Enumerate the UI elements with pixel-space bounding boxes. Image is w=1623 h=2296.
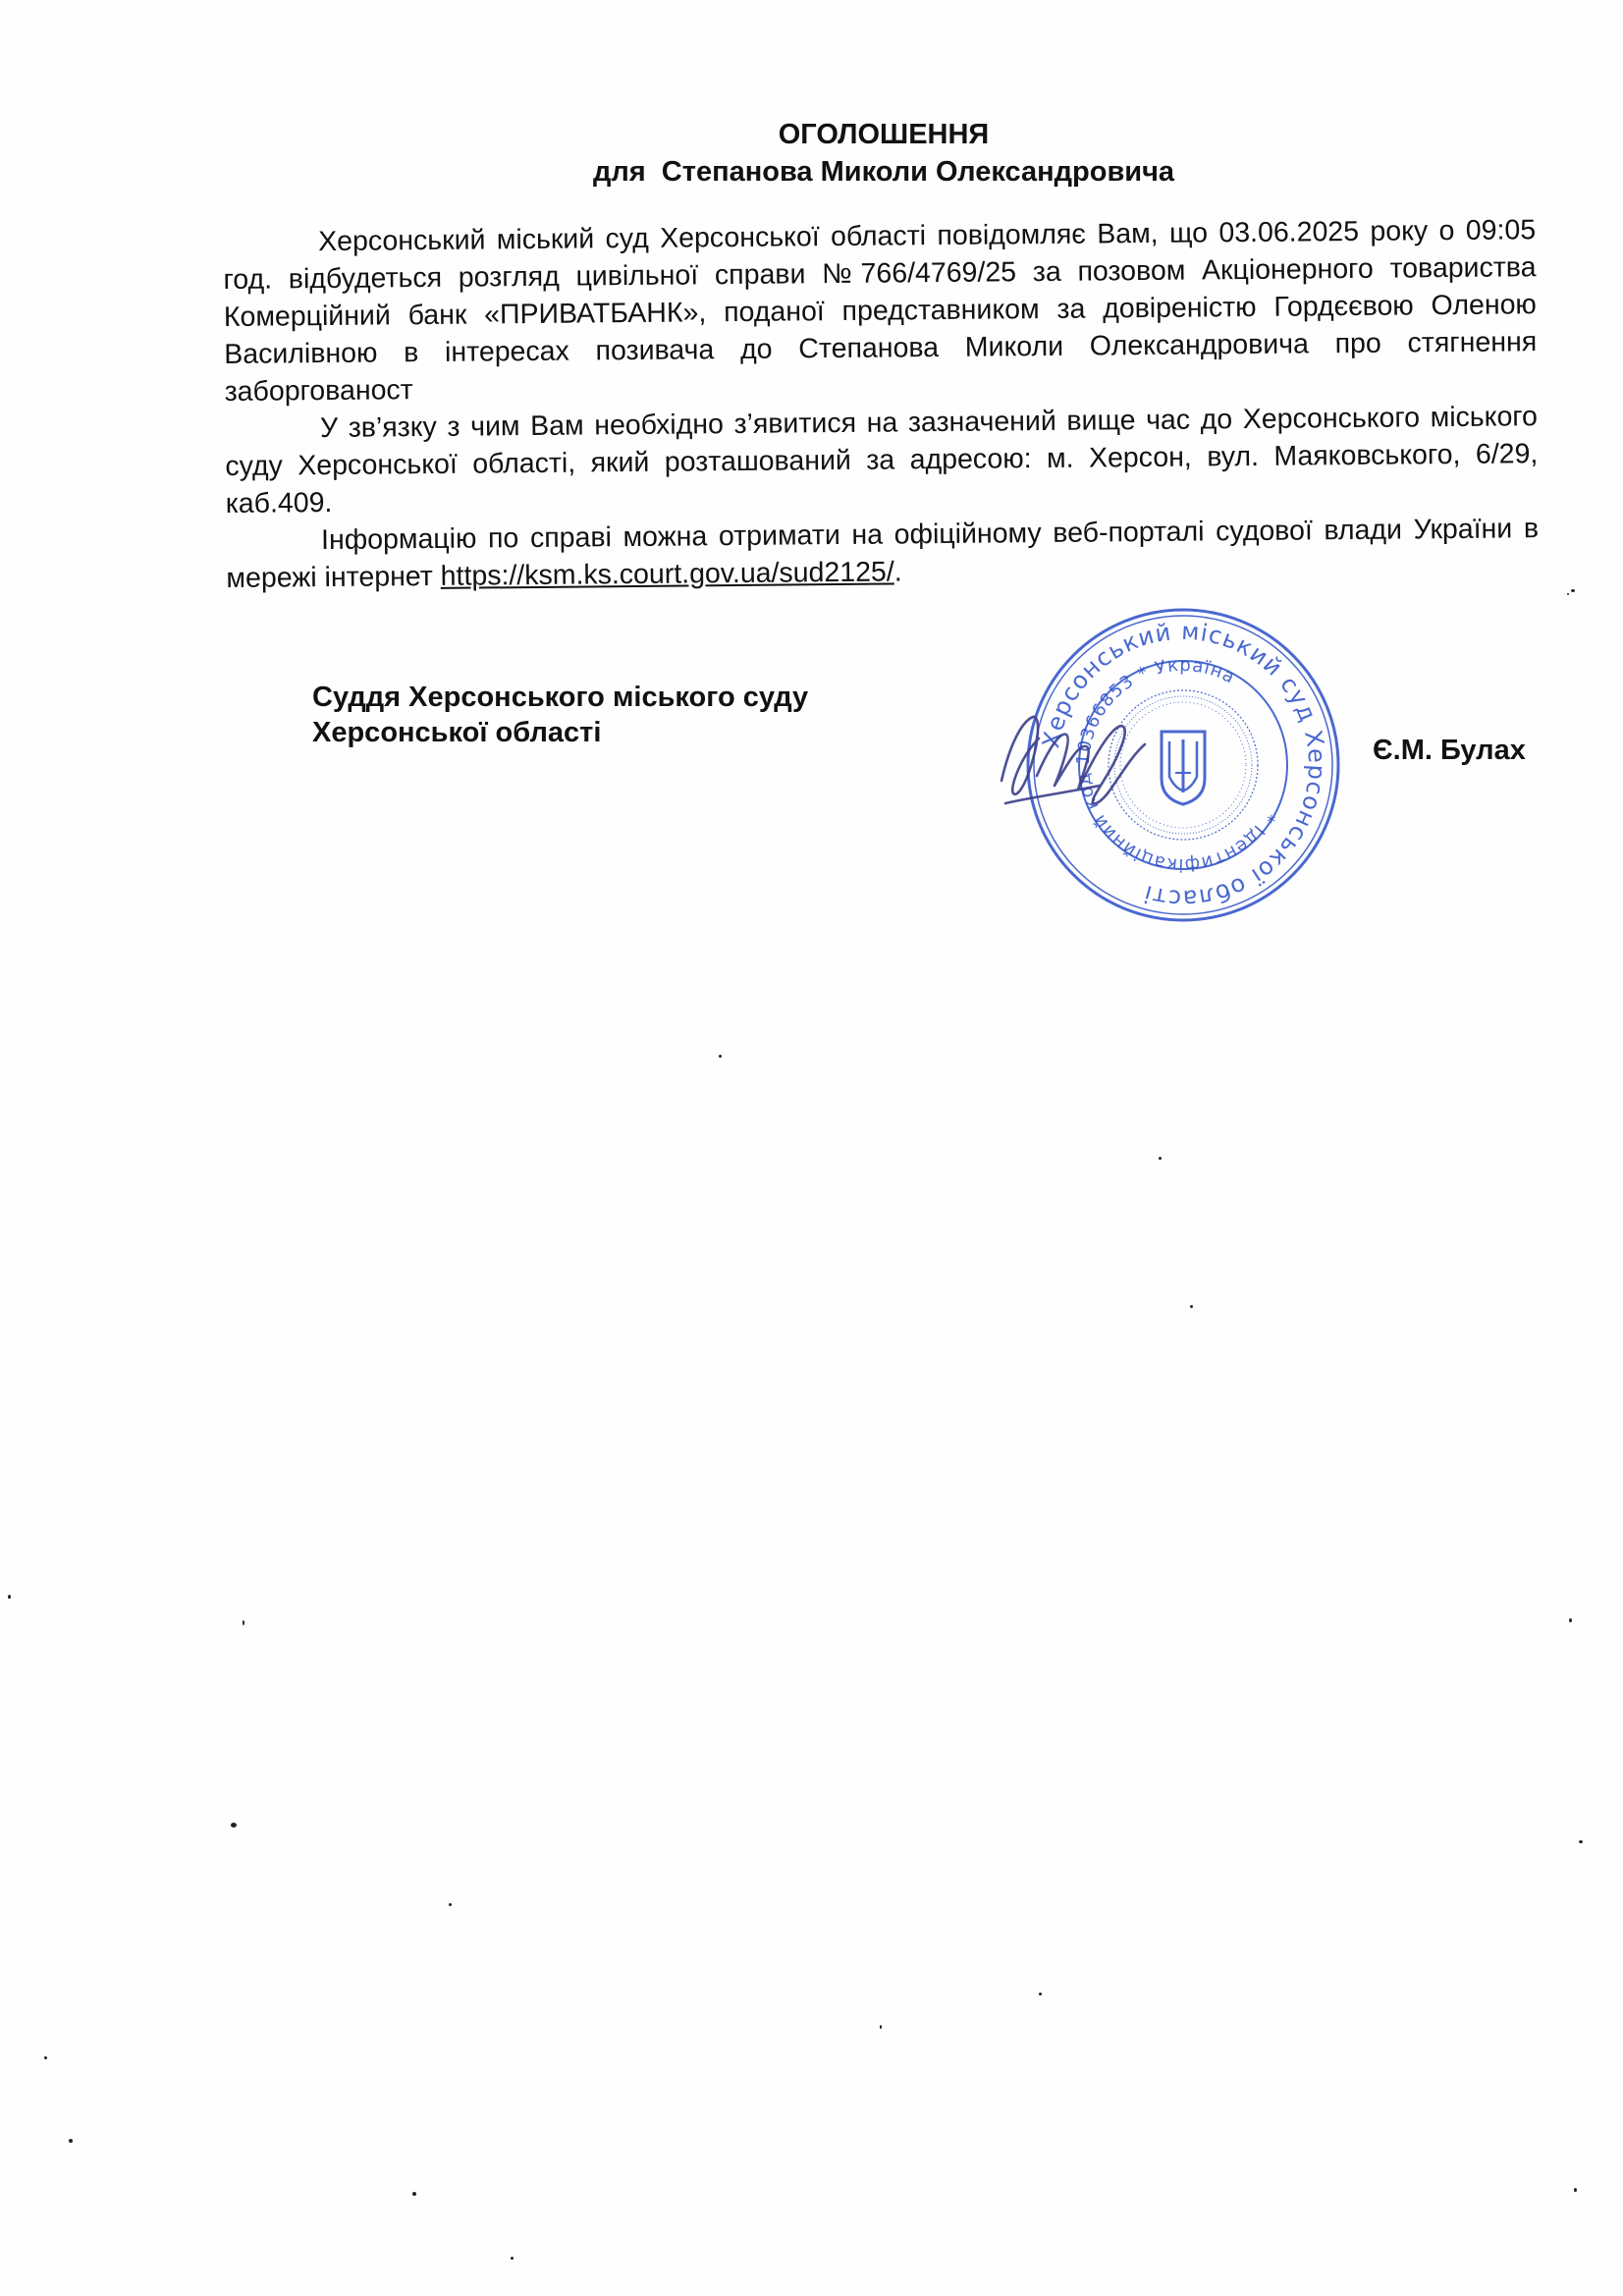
scan-speck — [1574, 2188, 1577, 2192]
court-portal-link[interactable]: https://ksm.ks.court.gov.ua/sud2125/ — [440, 556, 894, 592]
document-body — [223, 211, 1540, 597]
signature-block — [312, 680, 808, 750]
scan-speck — [1569, 1618, 1572, 1622]
document-header — [0, 116, 1623, 191]
scan-speck — [243, 1620, 244, 1625]
svg-text:Херсонський міський суд Херсон: Херсонський міський суд Херсонської області — [1037, 617, 1331, 913]
document-addressee: для Степанова Миколи Олександровича — [592, 156, 1175, 188]
paragraph-info-text: Інформацію по справі можна отримати на офіційному веб-порталі судової влади України в мережі інтернет — [226, 513, 1540, 594]
scan-speck — [1039, 1993, 1042, 1995]
scan-speck — [511, 2257, 514, 2260]
scan-speck — [412, 2192, 416, 2196]
scan-speck — [1567, 593, 1569, 595]
judge-name: Є.М. Булах — [1373, 735, 1526, 766]
paragraph-info-end: . — [893, 556, 902, 588]
scan-speck — [69, 2139, 73, 2143]
handwritten-signature — [992, 687, 1159, 825]
document-title: ОГОЛОШЕННЯ — [778, 119, 990, 150]
scan-speck — [719, 1055, 722, 1058]
scan-speck — [1579, 1840, 1583, 1843]
scan-speck — [44, 2056, 47, 2059]
scan-speck — [231, 1823, 237, 1828]
paragraph-hearing-notice: Херсонський міський суд Херсонської області повідомляє Вам, що 03.06.2025 року о 09:05 год. відбудеться розгляд цивільної справи №766/4769/25 за позовом Акціонерного товариства Комерційний банк «ПРИВАТБАНК», поданої представником за довіреністю Гордєєвою Оленою Василівною в інтересах позивача до Степанова Миколи Олександровича про стягнення заборгованост — [223, 214, 1538, 408]
scan-speck — [1159, 1157, 1162, 1160]
scan-speck — [1571, 589, 1575, 592]
scan-speck — [449, 1903, 452, 1906]
scan-speck — [8, 1595, 11, 1599]
scan-speck — [1190, 1305, 1193, 1308]
signature-title-line2: Херсонської області — [312, 717, 602, 748]
paragraph-appearance-request: У зв’язку з чим Вам необхідно з’явитися на зазначений вище час до Херсонського міського суду Херсонської області, який розташований за адресою: м. Херсон, вул. Маяковського, 6/29, каб.409. — [225, 401, 1539, 519]
signature-title-line1: Суддя Херсонського міського суду — [312, 682, 809, 713]
svg-text:* Ідентифікаційний код 1036685: * Ідентифікаційний код 10366853 * Україна — [1072, 654, 1279, 876]
scan-speck — [880, 2025, 882, 2029]
paragraph-info — [226, 510, 1540, 597]
